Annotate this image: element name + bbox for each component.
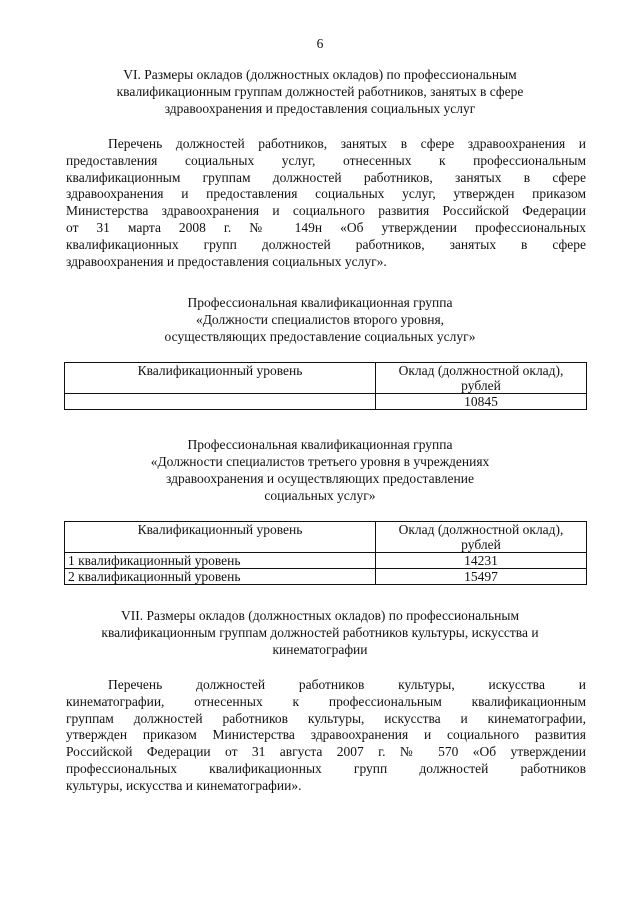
salary-table-2 (64, 521, 587, 585)
table-header-row (65, 522, 587, 553)
col-header-level: Квалификационный уровень (65, 363, 376, 394)
section-6-title: VI. Размеры окладов (должностных окладов) по профессиональным квалификационным группам должностей работников, занятых в сфере здравоохранения и предоставления социальных услуг (116, 67, 524, 116)
table-row (65, 394, 587, 410)
group-2-title: Профессиональная квалификационная группа «Должности специалистов третьего уровня в учреждениях здравоохранения и осуществляющих предоставление социальных услуг» (150, 437, 490, 503)
salary-table-1 (64, 362, 587, 410)
page-number: 6 (316, 36, 324, 51)
level-cell: 2 квалификационный уровень (65, 569, 376, 585)
salary-cell: 10845 (376, 394, 587, 410)
group-1-title: Профессиональная квалификационная группа «Должности специалистов второго уровня, осуществляющих предоставление социальных услуг» (164, 295, 476, 344)
section-7-title: VII. Размеры окладов (должностных окладов) по профессиональным квалификационным группам должностей работников культуры, искусства и кинематографии (101, 608, 539, 657)
level-cell: 1 квалификационный уровень (65, 553, 376, 569)
col-header-salary: Оклад (должностной оклад), рублей (376, 522, 587, 553)
table-header-row (65, 363, 587, 394)
section-6-paragraph: Перечень должностей работников, занятых в сфере здравоохранения и предоставления социальных услуг, отнесенных к профессиональным квалификационным группам должностей работников, занятых в сфере здравоохранения и предоставления социальных услуг, утвержден приказом Министерства здравоохранения и социального развития Российской Федерации от 31 марта 2008 г. № 149н «Об утверждении профессиональных квалификационных групп должностей работников, занятых в сфере здравоохранения и предоставления социальных услуг». (66, 136, 586, 269)
level-cell (65, 394, 376, 410)
salary-cell: 14231 (376, 553, 587, 569)
table-row (65, 569, 587, 585)
section-7-paragraph: Перечень должностей работников культуры, искусства и кинематографии, отнесенных к профессиональным квалификационным группам должностей работников культуры, искусства и кинематографии, утвержден приказом Министерства здравоохранения и социального развития Российской Федерации от 31 августа 2007 г. № 570 «Об утверждении профессиональных квалификационных групп должностей работников культуры, искусства и кинематографии». (66, 677, 586, 793)
col-header-salary: Оклад (должностной оклад), рублей (376, 363, 587, 394)
table-row (65, 553, 587, 569)
col-header-level: Квалификационный уровень (65, 522, 376, 553)
salary-cell: 15497 (376, 569, 587, 585)
